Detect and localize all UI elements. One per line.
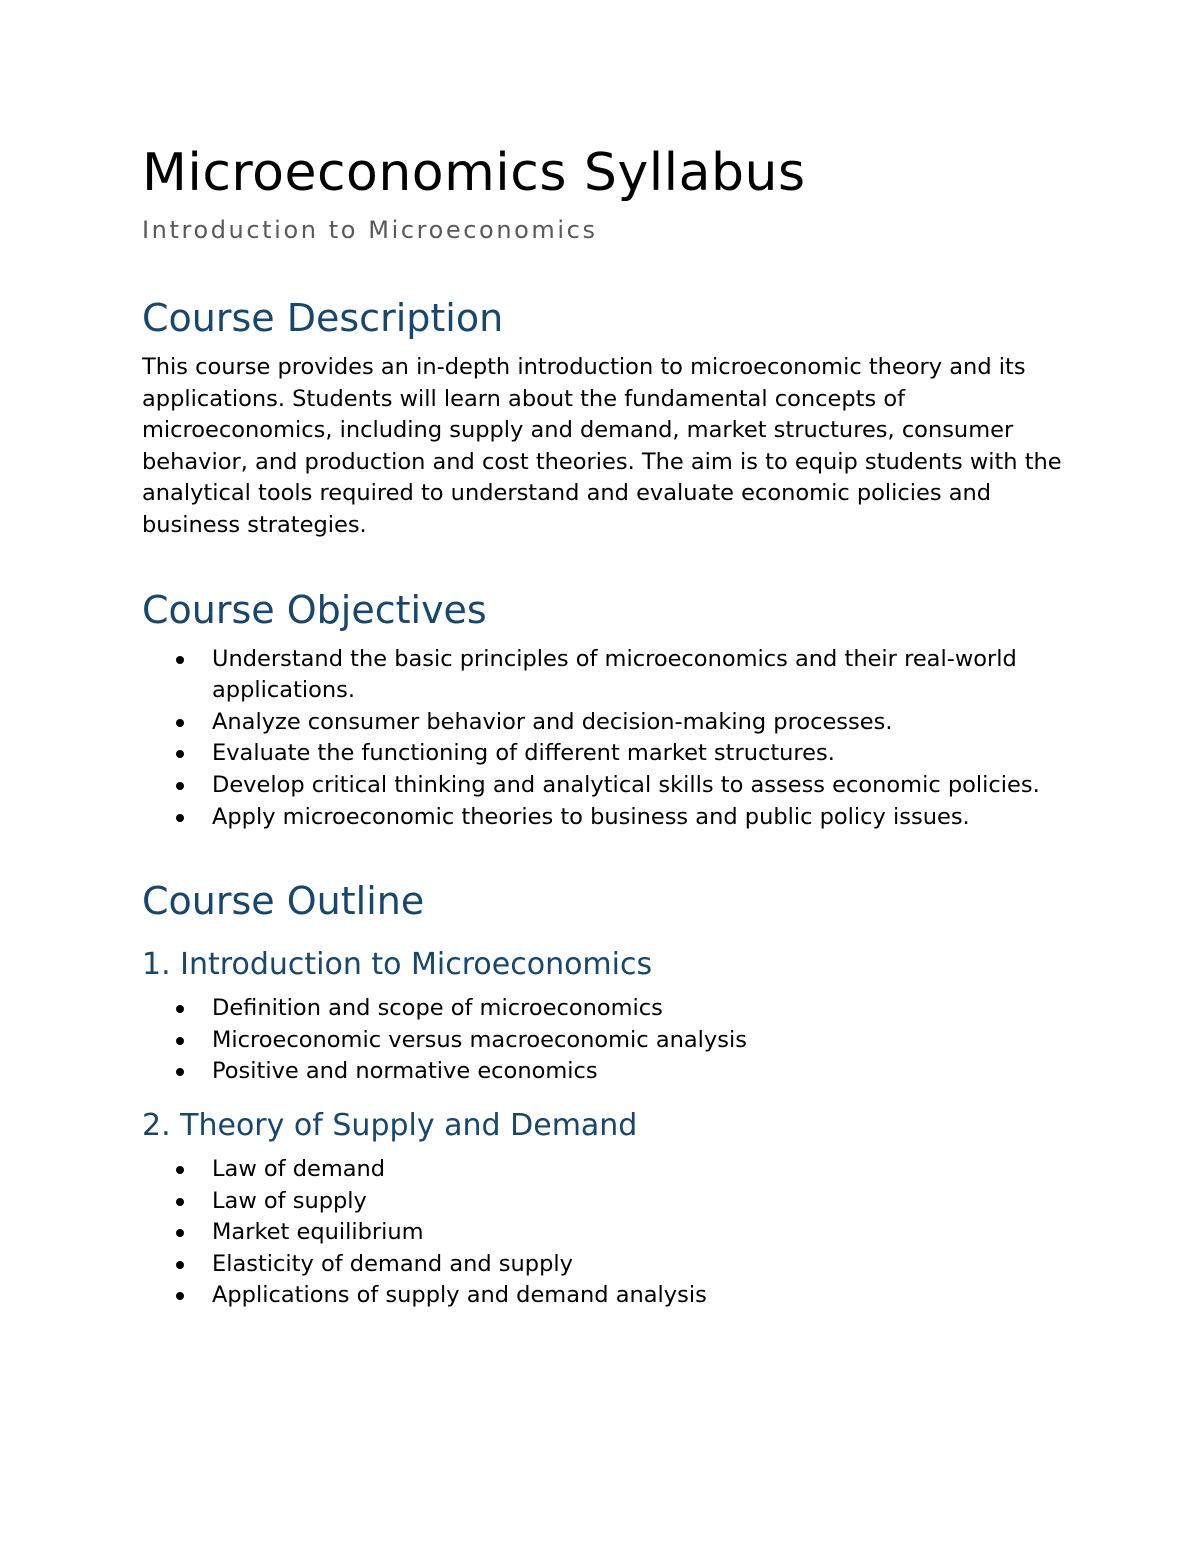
- bullet-icon: [176, 1037, 184, 1045]
- bullet-icon: [176, 1261, 184, 1269]
- outline-section-introduction: [142, 945, 1072, 1088]
- bullet-icon: [176, 782, 184, 790]
- list-item: [142, 738, 1072, 770]
- bullet-icon: [176, 1005, 184, 1013]
- objectives-list: [142, 644, 1072, 834]
- bullet-icon: [176, 656, 184, 664]
- document-title: Microeconomics Syllabus: [142, 143, 806, 203]
- document-subtitle: Introduction to Microeconomics: [142, 216, 598, 244]
- list-item-text: Evaluate the functioning of different market structures.: [212, 740, 835, 767]
- list-item: [142, 1025, 1072, 1057]
- list-item-text: Understand the basic principles of microeconomics and their real-world applications.: [212, 645, 1017, 704]
- outline-section-list: [142, 1154, 1072, 1312]
- list-item-text: Microeconomic versus macroeconomic analysis: [212, 1026, 747, 1053]
- outline-section-heading: 2. Theory of Supply and Demand: [142, 1107, 638, 1143]
- list-item-text: Apply microeconomic theories to business and public policy issues.: [212, 803, 970, 830]
- list-item: [142, 707, 1072, 739]
- list-item-text: Definition and scope of microeconomics: [212, 995, 663, 1022]
- list-item: [142, 1186, 1072, 1218]
- course-outline-section: [142, 877, 1072, 1312]
- list-item: [142, 644, 1072, 707]
- course-objectives-heading: Course Objectives: [142, 587, 487, 632]
- list-item: [142, 1249, 1072, 1281]
- list-item: [142, 770, 1072, 802]
- list-item-text: Positive and normative economics: [212, 1058, 598, 1085]
- bullet-icon: [176, 1166, 184, 1174]
- course-outline-heading: Course Outline: [142, 879, 425, 924]
- list-item: [142, 1280, 1072, 1312]
- course-description-text: This course provides an in-depth introduction to microeconomic theory and its applications. Students will learn about the fundamental concepts of microeconomics, including supply and demand, market structures, consumer behavior, and production and cost theories. The aim is to equip students with the analytical tools required to understand and evaluate economic policies and business strategies.: [142, 354, 1062, 538]
- bullet-icon: [176, 814, 184, 822]
- bullet-icon: [176, 750, 184, 758]
- bullet-icon: [176, 1068, 184, 1076]
- bullet-icon: [176, 719, 184, 727]
- list-item: [142, 993, 1072, 1025]
- list-item: [142, 1056, 1072, 1088]
- list-item: [142, 1217, 1072, 1249]
- list-item-text: Market equilibrium: [212, 1219, 424, 1246]
- bullet-icon: [176, 1229, 184, 1237]
- list-item-text: Develop critical thinking and analytical skills to assess economic policies.: [212, 771, 1040, 798]
- bullet-icon: [176, 1292, 184, 1300]
- list-item-text: Analyze consumer behavior and decision-making processes.: [212, 708, 893, 735]
- course-description-heading: Course Description: [142, 296, 504, 340]
- bullet-icon: [176, 1198, 184, 1206]
- list-item-text: Applications of supply and demand analysis: [212, 1282, 707, 1309]
- list-item-text: Law of supply: [212, 1187, 367, 1214]
- list-item-text: Elasticity of demand and supply: [212, 1250, 573, 1277]
- outline-section-list: [142, 993, 1072, 1088]
- list-item: [142, 1154, 1072, 1186]
- list-item: [142, 802, 1072, 834]
- course-description-section: [142, 294, 1072, 542]
- outline-section-heading: 1. Introduction to Microeconomics: [142, 947, 653, 983]
- list-item-text: Law of demand: [212, 1155, 386, 1182]
- document-page: [142, 140, 1072, 1312]
- course-objectives-section: [142, 586, 1072, 834]
- outline-section-supply-demand: [142, 1106, 1072, 1312]
